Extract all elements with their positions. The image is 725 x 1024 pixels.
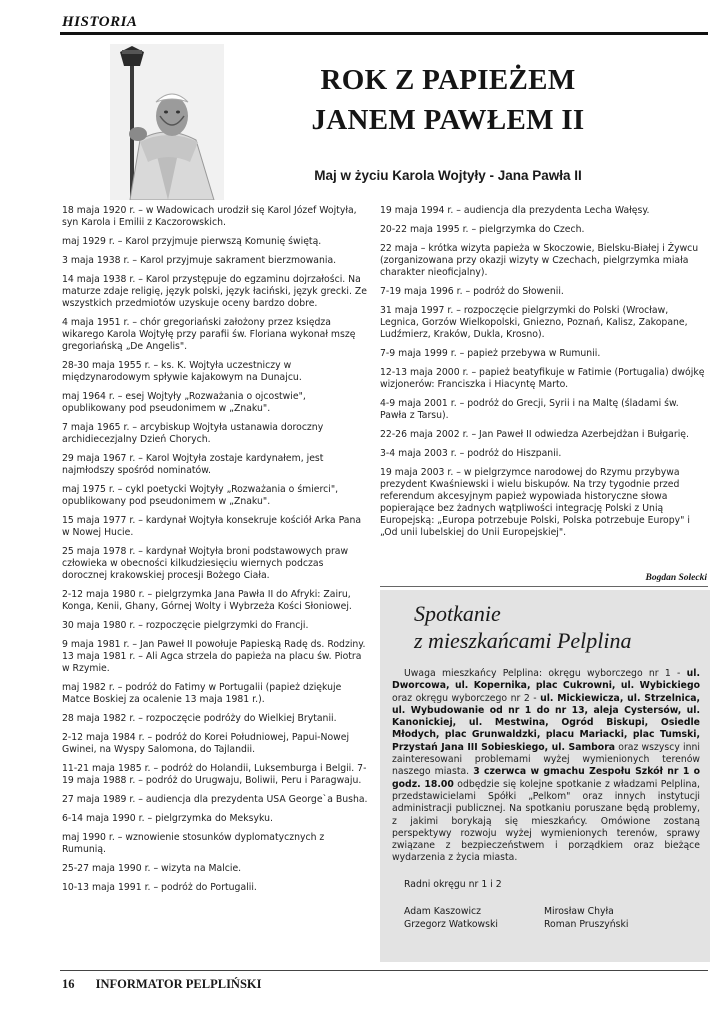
timeline-entry: 22 maja – krótka wizyta papieża w Skoczowie, Bielsku-Białej i Żywcu (zorganizowana przy okazji wizyty w Czechach, pielgrzymka miała charakter nieoficjalny). (380, 243, 699, 278)
timeline-entry: 7-19 maja 1996 r. – podróż do Słowenii. (380, 286, 564, 297)
timeline-entry: 27 maja 1989 r. – audiencja dla prezydenta USA George`a Busha. (62, 794, 368, 805)
timeline-entry: 14 maja 1938 r. – Karol przystępuje do egzaminu dojrzałości. Na maturze zdaje religię, język polski, język łaciński, język grecki. Ze wszystkich przedmiotów uzyskuje oceny bardzo dobre. (62, 274, 367, 309)
notice-body (392, 668, 700, 865)
timeline-entry: 3 maja 1938 r. – Karol przyjmuje sakrament bierzmowania. (62, 255, 337, 266)
right-column (380, 205, 708, 546)
timeline-entry: 22-26 maja 2002 r. – Jan Paweł II odwiedza Azerbejdżan i Bułgarię. (380, 429, 689, 440)
notice-title-line-2: z mieszkańcami Pelplina (414, 628, 632, 653)
timeline-entry: 19 maja 2003 r. – w pielgrzymce narodowej do Rzymu przybywa prezydent Kwaśniewski i wielu biskupów. Na trzy tygodnie przed referendum akcesyjnym papież wypowiada historyczne słowa popierające bez żadnych wątpliwości integrację Polski z Unią Europejską: „Europa potrzebuje Polski, Polska potrzebuje Europy" i „Od unii lubelskiej do Unii Europejskiej". (380, 467, 690, 538)
title-line-2: JANEM PAWŁEM II (311, 104, 585, 136)
pope-photo (110, 44, 224, 200)
timeline-entry: 18 maja 1920 r. – w Wadowicach urodził się Karol Józef Wojtyła, syn Karola i Emilii z Kaczorowskich. (62, 205, 357, 228)
councillor-name: Grzegorz Watkowski (404, 919, 498, 931)
page-footer (62, 977, 262, 992)
timeline-entry: maj 1964 r. – esej Wojtyły „Rozważania o ojcostwie", opublikowany pod pseudonimem w „Znaku". (62, 391, 306, 414)
notice-signoff: Radni okręgu nr 1 i 2 (404, 878, 502, 890)
article-subtitle: Maj w życiu Karola Wojtyły - Jana Pawła II (314, 168, 582, 183)
timeline-entry: 7-9 maja 1999 r. – papież przebywa w Rumunii. (380, 348, 601, 359)
timeline-entry: 2-12 maja 1984 r. – podróż do Korei Południowej, Papui-Nowej Gwinei, na Wyspy Salomona, do Tajlandii. (62, 732, 350, 755)
timeline-entry: 19 maja 1994 r. – audiencja dla prezydenta Lecha Wałęsy. (380, 205, 650, 216)
left-column (62, 205, 368, 901)
notice-bold: ul. Dworcowa, ul. Kopernika, plac Cukrowni, ul. Wybickiego (392, 668, 700, 692)
timeline-entry: maj 1990 r. – wznowienie stosunków dyplomatycznych z Rumunią. (62, 832, 325, 855)
notice-title-line-1: Spotkanie (414, 601, 501, 626)
councillor-name: Roman Pruszyński (544, 919, 629, 931)
notice-text: Uwaga mieszkańcy Pelplina: okręgu wyborczego nr 1 - (404, 668, 687, 679)
timeline-entry: 15 maja 1977 r. – kardynał Wojtyła konsekruje kościół Arka Pana w Nowej Hucie. (62, 515, 362, 538)
publication-name: INFORMATOR PELPLIŃSKI (95, 977, 262, 991)
section-label: HISTORIA (62, 14, 138, 30)
timeline-entry: 3-4 maja 2003 r. – podróż do Hiszpanii. (380, 448, 562, 459)
page-number: 16 (62, 977, 75, 991)
timeline-entry: 2-12 maja 1980 r. – pielgrzymka Jana Pawła II do Afryki: Zairu, Konga, Kenii, Ghany, Górnej Wolty i Wybrzeża Kości Słoniowej. (62, 589, 352, 612)
article-title (270, 60, 626, 140)
councillor-name: Adam Kaszowicz (404, 906, 482, 918)
timeline-entry: 28 maja 1982 r. – rozpoczęcie podróży do Wielkiej Brytanii. (62, 713, 337, 724)
councillor-name: Mirosław Chyła (544, 906, 614, 918)
notice-text: oraz wszyscy inni zainteresowani problemami wyżej wymienionych terenów naszego miasta. (392, 741, 700, 778)
timeline-entry: 11-21 maja 1985 r. – podróż do Holandii, Luksemburga i Belgii. 7-19 maja 1988 r. – podróż do Urugwaju, Boliwii, Peru i Paragwaju. (62, 763, 367, 786)
timeline-entry: 20-22 maja 1995 r. – pielgrzymka do Czech. (380, 224, 585, 235)
timeline-entry: 30 maja 1980 r. – rozpoczęcie pielgrzymki do Francji. (62, 620, 309, 631)
timeline-entry: 9 maja 1981 r. – Jan Paweł II powołuje Papieską Radę ds. Rodziny. 13 maja 1981 r. – Ali Agca strzela do papieża na placu św. Piotra w Rzymie. (62, 639, 366, 674)
title-line-1: ROK Z PAPIEŻEM (320, 64, 576, 96)
bottom-rule (60, 970, 708, 971)
author-rule (380, 586, 708, 587)
notice-bold: 3 czerwca w gmachu Zespołu Szkół nr 1 o godz. 18.00 (392, 766, 700, 790)
meeting-notice-box (380, 590, 710, 962)
timeline-entry: 25 maja 1978 r. – kardynał Wojtyła broni podstawowych praw człowieka w obecności kilkudziesięciu wiernych podczas dorocznej krakowskiej procesji Bożego Ciała. (62, 546, 349, 581)
timeline-entry: 28-30 maja 1955 r. – ks. K. Wojtyła uczestniczy w międzynarodowym spływie kajakowym na Dunajcu. (62, 360, 302, 383)
article-author: Bogdan Solecki (645, 573, 707, 583)
timeline-entry: 29 maja 1967 r. – Karol Wojtyła zostaje kardynałem, jest najmłodszy spośród nominatów. (62, 453, 324, 476)
timeline-entry: 25-27 maja 1990 r. – wizyta na Malcie. (62, 863, 242, 874)
timeline-entry: 6-14 maja 1990 r. – pielgrzymka do Meksyku. (62, 813, 273, 824)
timeline-entry: 7 maja 1965 r. – arcybiskup Wojtyła ustanawia doroczny archidiecezjalny Dzień Chorych. (62, 422, 324, 445)
timeline-entry: 4-9 maja 2001 r. – podróż do Grecji, Syrii i na Maltę (śladami św. Pawła z Tarsu). (380, 398, 679, 421)
portrait-illustration (110, 44, 224, 200)
names-column-left (404, 905, 544, 931)
timeline-entry: 12-13 maja 2000 r. – papież beatyfikuje w Fatimie (Portugalia) dwójkę wizjonerów: Franciszka i Hiacyntę Marto. (380, 367, 705, 390)
councillor-names (404, 905, 700, 931)
notice-title (414, 600, 700, 654)
top-rule (60, 32, 708, 35)
timeline-entry: maj 1975 r. – cykl poetycki Wojtyły „Rozważania o śmierci", opublikowany pod pseudonimem w „Znaku". (62, 484, 339, 507)
timeline-entry: 10-13 maja 1991 r. – podróż do Portugalii. (62, 882, 257, 893)
notice-text: oraz okręgu wyborczego nr 2 - (392, 692, 541, 704)
notice-bold: ul. Mickiewicza, ul. Strzelnica, ul. Wybudowanie od nr 1 do nr 13, aleja Cystersów, ul. Kanonickiej, ul. Mestwina, Ogród Biskupi, Osiedle Młodych, plac Grunwaldzki, placu Mariacki, plac Tumski, Przystań Jana III Sobieskiego, ul. Sambora (392, 692, 701, 753)
timeline-entry: maj 1982 r. – podróż do Fatimy w Portugalii (papież dziękuje Matce Boskiej za ocalenie 13 maja 1981 r.). (62, 682, 342, 705)
names-column-right (544, 905, 684, 931)
timeline-entry: maj 1929 r. – Karol przyjmuje pierwszą Komunię świętą. (62, 236, 322, 247)
notice-text: odbędzie się kolejne spotkanie z władzami Pelplina, przedstawicielami Spółki „Pelkom" oraz innych instytucji administracji publicznej. Na spotkaniu poruszane będą problemy, z jakimi borykają się mieszkańcy. Omówione zostaną perspektywy rozwoju wyżej wymienionych terenów, sprawy związane z bezpieczeństwem i porządkiem oraz bieżące wydarzenia z życia miasta. (392, 778, 700, 864)
timeline-entry: 4 maja 1951 r. – chór gregoriański założony przez księdza wikarego Karola Wojtyłę przy parafii św. Floriana wykonał mszę gregoriańską „De Angelis". (62, 317, 356, 352)
timeline-entry: 31 maja 1997 r. – rozpoczęcie pielgrzymki do Polski (Wrocław, Legnica, Gorzów Wielkopolski, Gniezno, Poznań, Kalisz, Zakopane, Ludźmierz, Kraków, Dukla, Krosno). (380, 305, 688, 340)
